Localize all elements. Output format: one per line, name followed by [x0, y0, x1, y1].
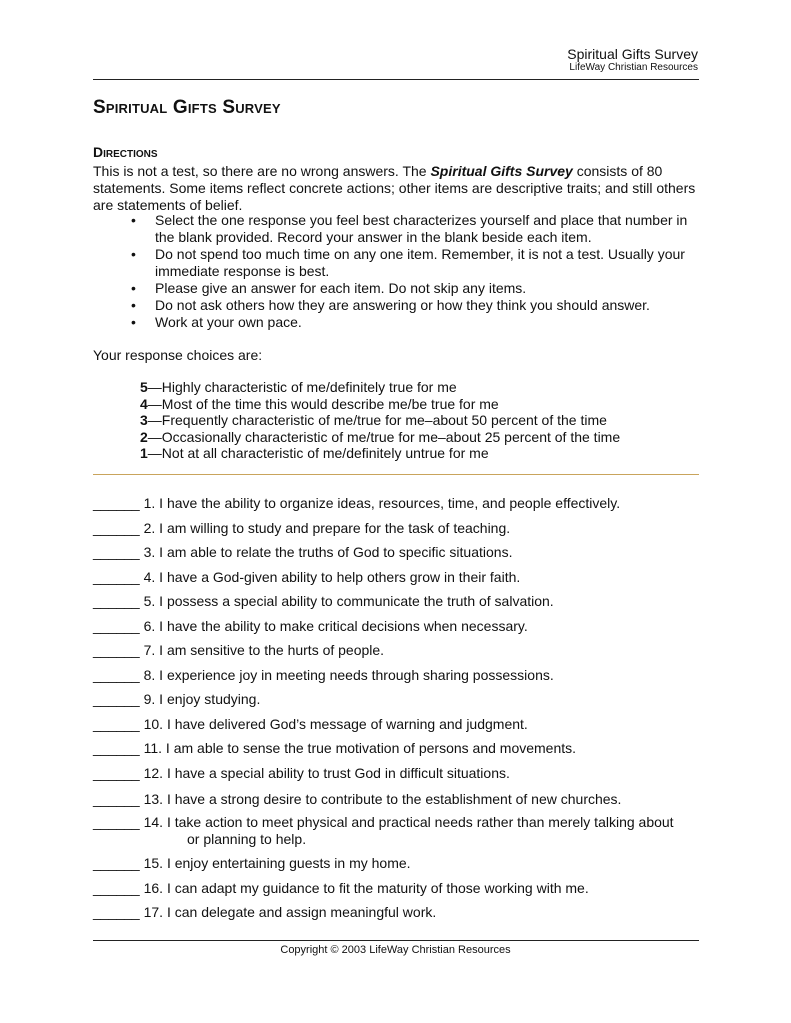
survey-item-text: ______ 3. I am able to relate the truths of God to specific situations. [93, 544, 513, 560]
choices-intro: Your response choices are: [93, 347, 263, 363]
survey-item[interactable] [93, 740, 703, 757]
directions-bullet: • Do not spend too much time on any one item. Remember, it is not a test. Usually your immediate response is best. [128, 246, 703, 280]
survey-item[interactable] [93, 593, 703, 610]
choice-number: 1 [140, 445, 148, 461]
choice-text: —Frequently characteristic of me/true for me–about 50 percent of the time [147, 412, 607, 428]
choice-option [140, 445, 620, 462]
survey-item[interactable] [93, 667, 703, 684]
survey-item[interactable] [93, 855, 703, 872]
document-title: Spiritual Gifts Survey [93, 97, 281, 118]
running-header [567, 46, 698, 74]
choice-option [140, 396, 620, 413]
directions-heading: Directions [93, 144, 158, 160]
survey-item[interactable] [93, 618, 703, 635]
section-divider [93, 474, 699, 475]
survey-item-text: ______ 12. I have a special ability to trust God in difficult situations. [93, 764, 510, 781]
survey-item-text: ______ 15. I enjoy entertaining guests in my home. [93, 855, 411, 871]
survey-item[interactable] [93, 495, 703, 512]
survey-item[interactable] [93, 691, 703, 708]
survey-item-continuation: or planning to help. [187, 830, 307, 847]
header-divider [93, 79, 699, 80]
choice-option [140, 429, 620, 446]
survey-item[interactable] [93, 814, 703, 848]
survey-item-text: ______ 9. I enjoy studying. [93, 691, 261, 707]
survey-item[interactable] [93, 791, 703, 808]
survey-item-text: ______ 5. I possess a special ability to communicate the truth of salvation. [93, 593, 554, 609]
running-header-title: Spiritual Gifts Survey [567, 46, 698, 62]
choice-option [140, 412, 620, 429]
survey-items [93, 495, 703, 921]
choice-number: 5 [140, 379, 148, 395]
survey-item-text: ______ 11. I am able to sense the true motivation of persons and movements. [93, 740, 577, 756]
choice-text: —Highly characteristic of me/definitely true for me [147, 379, 457, 395]
survey-item-text: ______ 8. I experience joy in meeting needs through sharing possessions. [93, 666, 554, 683]
choice-number: 3 [140, 412, 148, 428]
directions-bullet: • Do not ask others how they are answering or how they think you should answer. [128, 297, 703, 314]
choice-number: 4 [140, 395, 148, 412]
response-choices [140, 379, 620, 462]
choice-text: —Not at all characteristic of me/definitely untrue for me [147, 445, 489, 461]
running-header-publisher: LifeWay Christian Resources [569, 62, 698, 73]
survey-item[interactable] [93, 569, 703, 586]
directions-intro [93, 163, 703, 214]
directions-bullet: • Select the one response you feel best characterizes yourself and place that number in the blank provided. Record your answer in the blank beside each item. [128, 212, 703, 246]
survey-item-text: ______ 4. I have a God-given ability to help others grow in their faith. [93, 568, 521, 585]
choice-text: —Most of the time this would describe me/be true for me [147, 395, 499, 412]
survey-item-text: ______ 14. I take action to meet physical and practical needs rather than merely talking about [93, 813, 674, 830]
directions-intro-start: This is not a test, so there are no wrong answers. The [93, 163, 431, 179]
directions-list [128, 212, 703, 331]
survey-item-text: ______ 17. I can delegate and assign meaningful work. [93, 904, 437, 920]
survey-item-text: ______ 1. I have the ability to organize ideas, resources, time, and people effectively. [93, 495, 621, 511]
survey-item[interactable] [93, 520, 703, 537]
survey-item[interactable] [93, 642, 703, 659]
directions-intro-end: consists of 80 statements. Some items reflect concrete actions; other items are descriptive traits; and still others are statements of belief. [93, 163, 696, 213]
copyright-footer: Copyright © 2003 LifeWay Christian Resources [280, 944, 511, 956]
survey-item-text: ______ 16. I can adapt my guidance to fit the maturity of those working with me. [93, 879, 589, 896]
directions-bullet: • Please give an answer for each item. Do not skip any items. [128, 280, 703, 297]
survey-item[interactable] [93, 904, 703, 921]
survey-item-text: ______ 7. I am sensitive to the hurts of people. [93, 642, 385, 658]
survey-item[interactable] [93, 765, 703, 782]
choice-text: —Occasionally characteristic of me/true for me–about 25 percent of the time [147, 428, 621, 445]
survey-item-text: ______ 6. I have the ability to make critical decisions when necessary. [93, 617, 528, 634]
survey-item[interactable] [93, 716, 703, 733]
choice-option [140, 379, 620, 396]
survey-item[interactable] [93, 544, 703, 561]
directions-bullet: • Work at your own pace. [128, 314, 703, 331]
survey-item-text: ______ 10. I have delivered God’s message of warning and judgment. [93, 715, 528, 732]
survey-item-text: ______ 2. I am willing to study and prepare for the task of teaching. [93, 519, 511, 536]
survey-item[interactable] [93, 880, 703, 897]
survey-name-emphasis: Spiritual Gifts Survey [430, 163, 573, 179]
choice-number: 2 [140, 428, 148, 445]
footer-divider [93, 940, 699, 941]
survey-item-text: ______ 13. I have a strong desire to contribute to the establishment of new churches. [93, 790, 622, 807]
